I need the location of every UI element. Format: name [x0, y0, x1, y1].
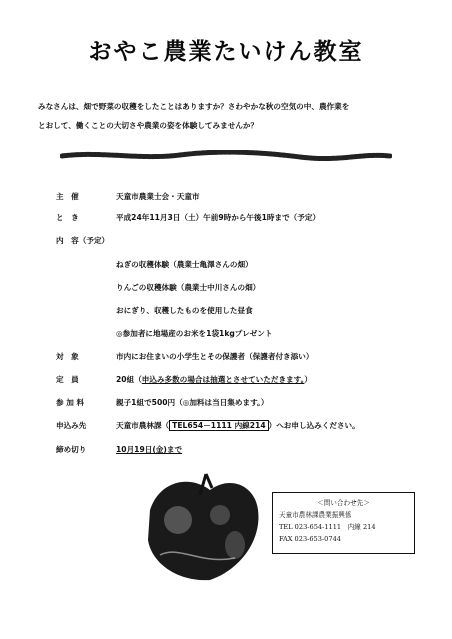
- page-title: おやこ農業たいけん教室: [88, 38, 364, 65]
- teiin-label: 定 員: [56, 375, 79, 384]
- shimekiri-value: 10月19日(金)まで: [116, 445, 183, 454]
- teiin-note: 申込み多数の場合は抽選とさせていただきます。: [141, 375, 305, 384]
- contact-heading: ＜問い合わせ先＞: [317, 499, 370, 507]
- taishou-label: 対 象: [56, 352, 79, 361]
- sankaryo-label: 参 加 料: [56, 398, 85, 407]
- toki-label: と き: [56, 213, 79, 222]
- naiyou-label: 内 容（予定）: [56, 236, 110, 245]
- moushikomi-label: 申込み先: [56, 421, 87, 430]
- contact-dept: 天童市農林課農業振興係: [279, 511, 352, 519]
- shusai-value: 天童市農業士会・天童市: [116, 192, 200, 201]
- contact-tel: TEL 023-654-1111 内線 214: [279, 523, 376, 531]
- shusai-label: 主 催: [56, 192, 79, 201]
- shimekiri-label: 締め切り: [56, 445, 87, 454]
- intro-line-2: とおして、働くことの大切さや農業の姿を体験してみませんか？: [38, 121, 259, 130]
- taishou-value: 市内にお住まいの小学生とその保護者（保護者付き添い）: [116, 352, 314, 361]
- vegetable-illustration: [140, 470, 265, 585]
- teiin-value: 20組（申込み多数の場合は抽選とさせていただきます。）: [116, 375, 313, 384]
- sankaryo-value: 親子1組で500円（◎加料は当日集めます。）: [116, 398, 269, 407]
- moushikomi-tel: TEL654－1111 内線214: [169, 420, 268, 431]
- contact-box: [272, 492, 415, 554]
- contact-fax: FAX 023-653-0744: [279, 535, 341, 543]
- title-block: [0, 30, 452, 74]
- intro-line-1: みなさんは、畑で野菜の収穫をしたことはありますか？さわやかな秋の空気の中、農作業を: [38, 102, 350, 111]
- toki-value: 平成24年11月3日（土）午前9時から午後1時まで（予定）: [116, 213, 321, 222]
- flyer-page: おやこ農業たいけん教室 みなさんは、畑で野菜の収穫をしたことはありますか？さわやかな秋の空気の中、農作業を とおして、働くことの大切さや農業の姿を体験してみませんか？ 主 催 天童市農業士会・天童市 と き 平成24年11月3日（土）午前9時から午後1時まで（予定） 内 容（予定） ねぎの収穫体験（農業士亀澤さんの畑） りんごの収穫体験（農業士中川さんの畑） おにぎり、収穫したものを使用した昼食 ◎参加者に地場産のお米を1袋1kgプレゼント 対 象 市内にお住まいの小学生とその保護者（保護者付き添い） 定 員 20組（申込み多数の場合は抽選とさせていただきます。） 参 加 料 親子1組で500円（◎加料は当日集めます。） 申込み先 天童市農林課（ TEL654－1111 内線214 ）へお申し込みください。 締め切り 10月19日(金)まで ＜問い合わせ先＞ 天童市農林課農業振興係 TEL 023-654-1111 内線 214 FAX 023-653-0744: [0, 0, 452, 639]
- moushikomi-value: 天童市農林課（ TEL654－1111 内線214 ）へお申し込みください。: [116, 421, 360, 430]
- brush-divider: [60, 150, 392, 162]
